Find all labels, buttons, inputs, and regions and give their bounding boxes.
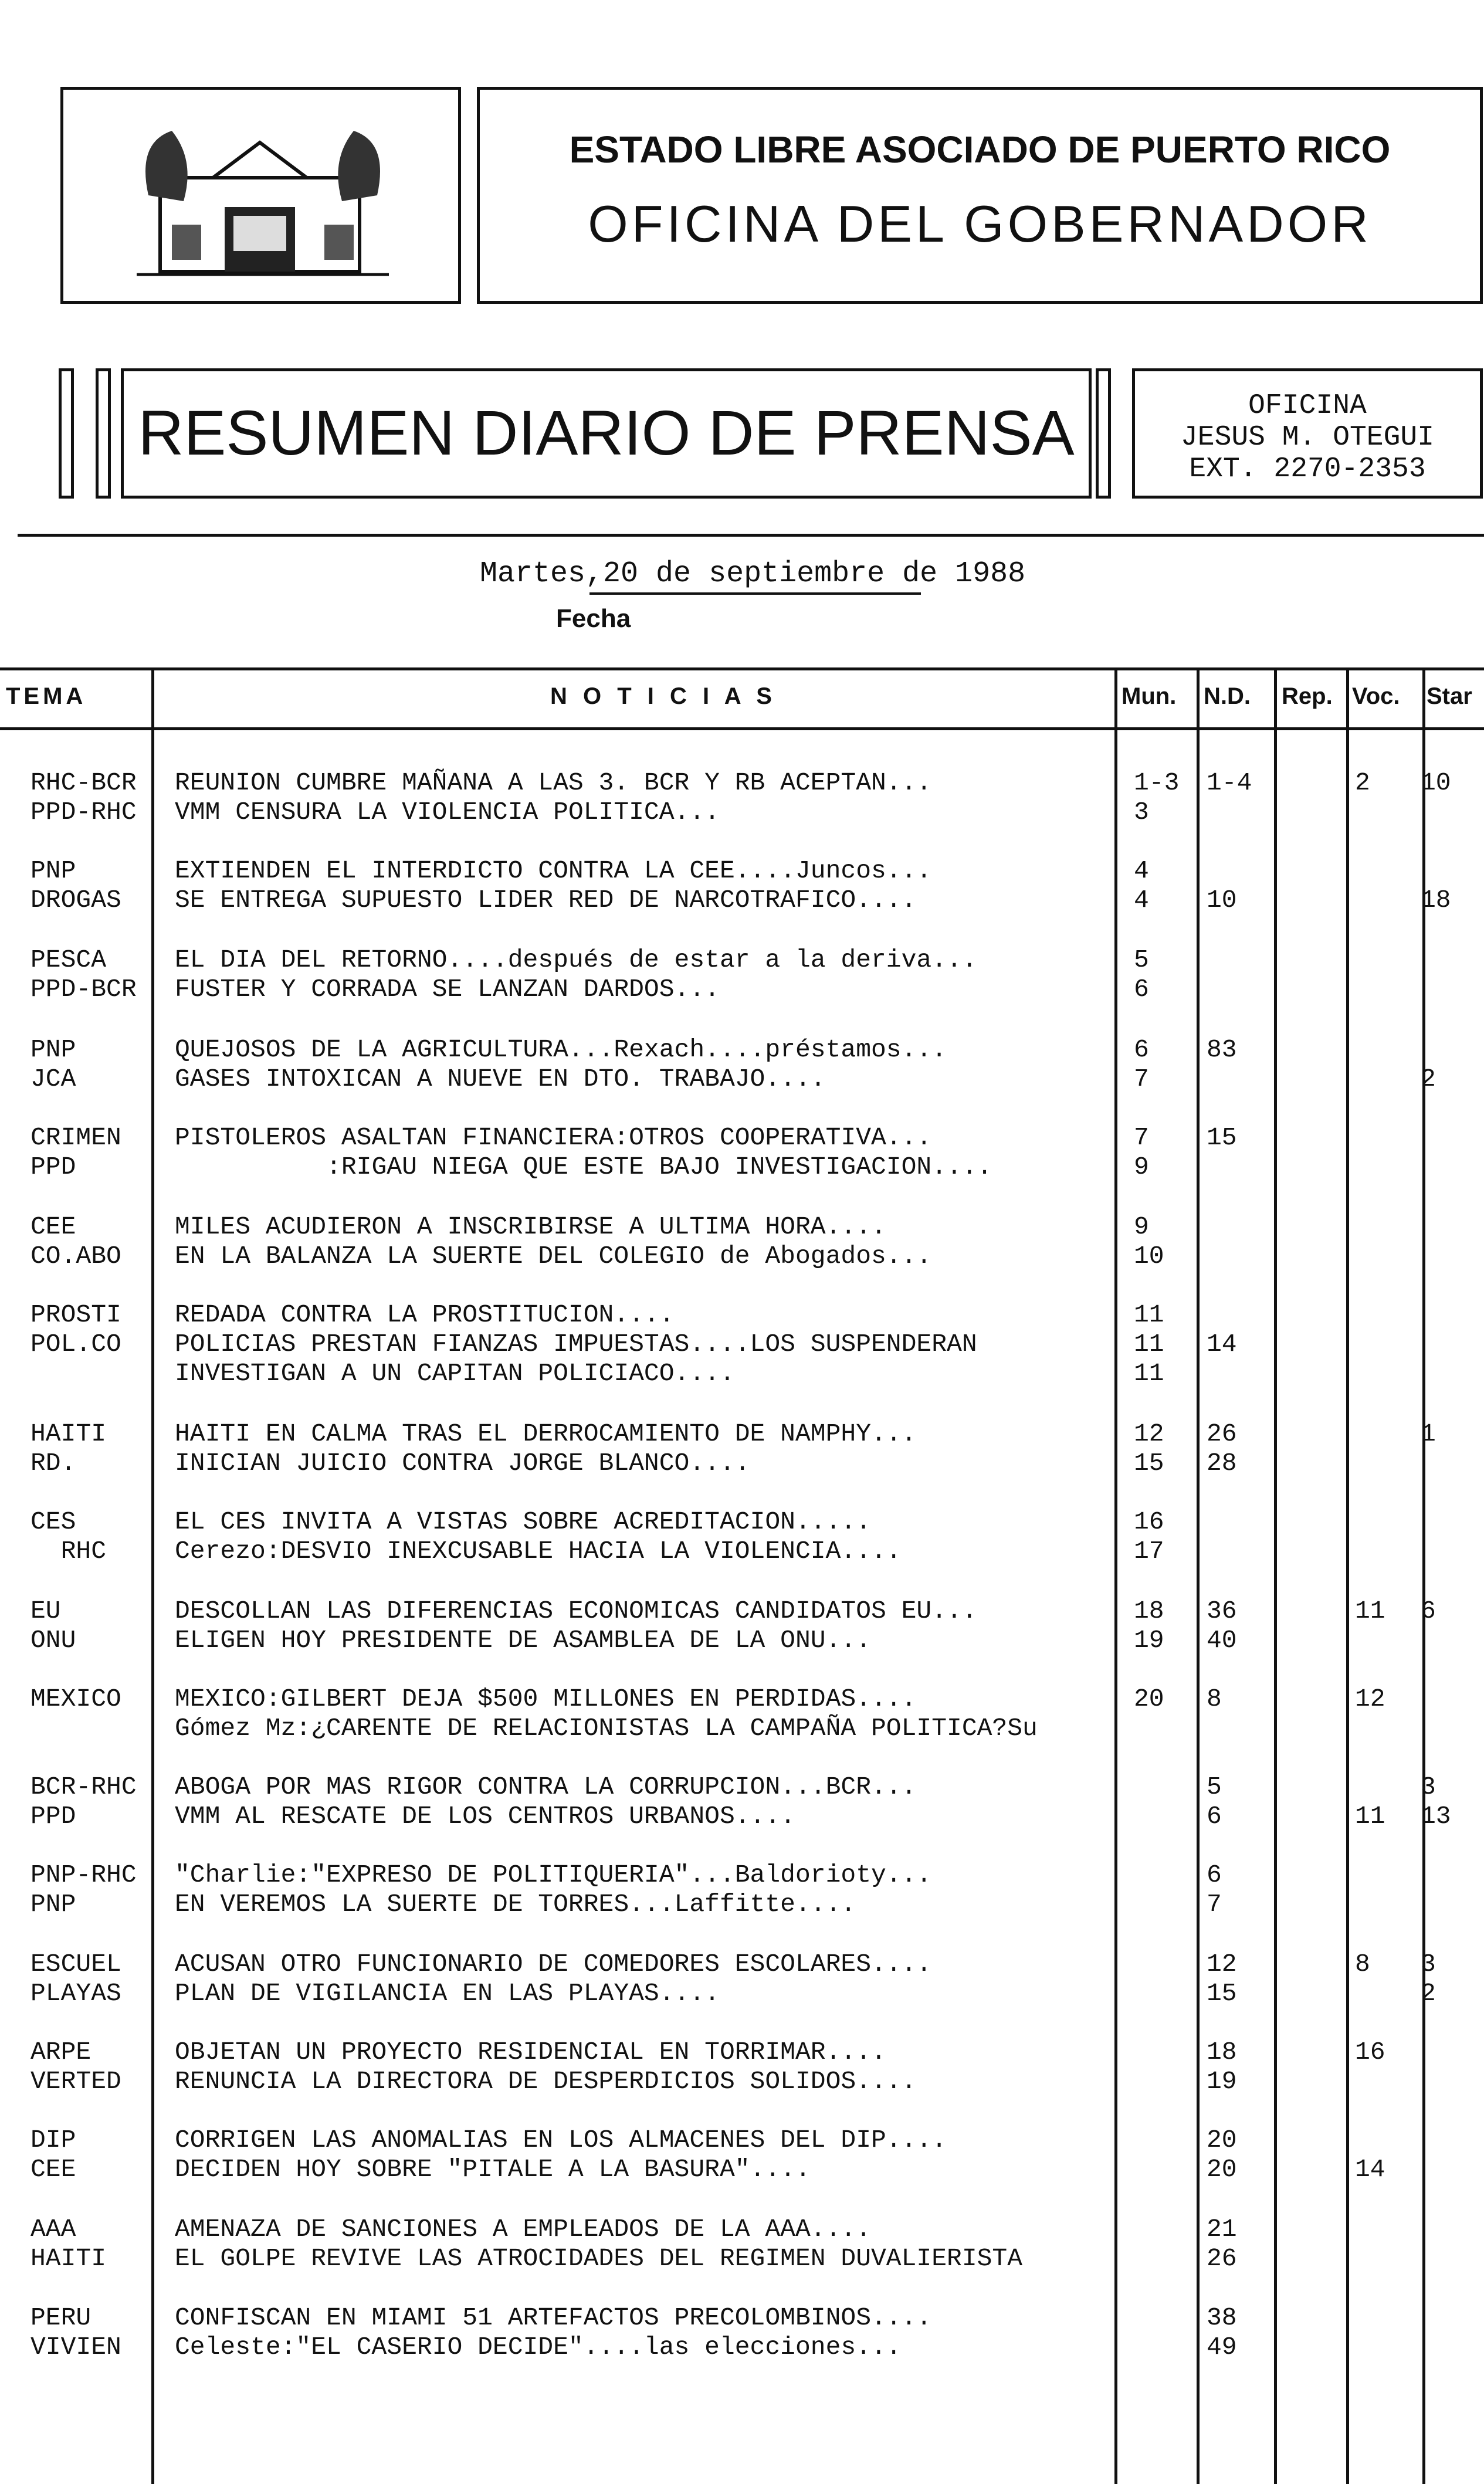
row-tema: PPD-BCR: [31, 975, 137, 1004]
row-mun: 17: [1134, 1537, 1164, 1565]
row-headline: DESCOLLAN LAS DIFERENCIAS ECONOMICAS CANDIDATOS EU...: [175, 1597, 977, 1625]
row-tema: CEE: [31, 1212, 76, 1241]
row-tema: JCA: [31, 1065, 76, 1093]
table-row: [0, 1950, 1484, 1979]
row-tema: PPD: [31, 1802, 76, 1831]
row-headline: EL GOLPE REVIVE LAS ATROCIDADES DEL REGIMEN DUVALIERISTA: [175, 2244, 1023, 2273]
divider-voc: [1346, 670, 1349, 2484]
row-mun: 11: [1134, 1359, 1164, 1388]
row-mun: 20: [1134, 1685, 1164, 1713]
row-tema: CES: [31, 1507, 76, 1536]
logo-box: [60, 87, 461, 304]
table-row: [0, 1300, 1484, 1330]
table-row: [0, 1242, 1484, 1271]
table-row: [0, 1419, 1484, 1449]
row-tema: PNP: [31, 1890, 76, 1919]
row-headline: POLICIAS PRESTAN FIANZAS IMPUESTAS....LOS SUSPENDERAN: [175, 1330, 977, 1358]
table-row: [0, 1979, 1484, 2008]
banner-left-bar-1: [59, 368, 74, 499]
row-tema: VERTED: [31, 2067, 121, 2096]
table-row: [0, 1890, 1484, 1919]
date-label: Fecha: [556, 604, 631, 633]
row-headline: EL DIA DEL RETORNO....después de estar a la deriva...: [175, 946, 977, 974]
table-row: [0, 1330, 1484, 1359]
row-nd: 19: [1207, 2067, 1237, 2096]
header-line-1: ESTADO LIBRE ASOCIADO DE PUERTO RICO: [569, 128, 1391, 171]
row-voc: 8: [1355, 1950, 1370, 1978]
row-tema: CRIMEN: [31, 1123, 121, 1152]
row-headline: QUEJOSOS DE LA AGRICULTURA...Rexach....préstamos...: [175, 1035, 947, 1064]
row-tema: PPD: [31, 1153, 76, 1181]
row-tema: HAITI: [31, 1419, 107, 1448]
table-row: [0, 1685, 1484, 1714]
row-nd: 12: [1207, 1950, 1237, 1978]
row-tema: PLAYAS: [31, 1979, 121, 2008]
divider-nd: [1197, 670, 1200, 2484]
row-nd: 15: [1207, 1979, 1237, 2008]
row-mun: 6: [1134, 975, 1149, 1004]
row-nd: 18: [1207, 2038, 1237, 2066]
row-nd: 26: [1207, 1419, 1237, 1448]
row-star: 1: [1421, 1419, 1436, 1448]
row-nd: 5: [1207, 1773, 1222, 1801]
row-headline: MEXICO:GILBERT DEJA $500 MILLONES EN PERDIDAS....: [175, 1685, 917, 1713]
table-row: [0, 1773, 1484, 1802]
row-headline: SE ENTREGA SUPUESTO LIDER RED DE NARCOTRAFICO....: [175, 886, 917, 914]
row-tema: RHC: [31, 1537, 107, 1565]
table-row: [0, 2215, 1484, 2244]
table-row: [0, 798, 1484, 827]
table-header-rule: [0, 727, 1484, 730]
row-voc: 16: [1355, 2038, 1385, 2066]
row-tema: RHC-BCR: [31, 768, 137, 797]
table-row: [0, 1212, 1484, 1242]
row-tema: PROSTI: [31, 1300, 121, 1329]
table-row: [0, 946, 1484, 975]
row-star: 2: [1421, 1065, 1436, 1093]
row-tema: POL.CO: [31, 1330, 121, 1358]
row-mun: 11: [1134, 1300, 1164, 1329]
table-row: [0, 1507, 1484, 1537]
table-row: [0, 1123, 1484, 1153]
row-nd: 7: [1207, 1890, 1222, 1919]
row-star: 18: [1421, 886, 1451, 914]
table-row: [0, 2244, 1484, 2273]
row-star: 6: [1421, 1597, 1436, 1625]
row-nd: 28: [1207, 1449, 1237, 1477]
banner-box: [121, 368, 1092, 499]
row-mun: 9: [1134, 1153, 1149, 1181]
table-row: [0, 1597, 1484, 1626]
row-nd: 49: [1207, 2333, 1237, 2361]
row-mun: 10: [1134, 1242, 1164, 1270]
date-value: Martes,20 de septiembre de 1988: [480, 557, 1026, 591]
row-nd: 38: [1207, 2303, 1237, 2332]
row-headline: CORRIGEN LAS ANOMALIAS EN LOS ALMACENES DEL DIP....: [175, 2126, 947, 2154]
row-mun: 1-3: [1134, 768, 1180, 797]
row-voc: 2: [1355, 768, 1370, 797]
table-row: [0, 1359, 1484, 1388]
row-tema: ONU: [31, 1626, 76, 1655]
table-row: [0, 975, 1484, 1004]
row-star: 13: [1421, 1802, 1451, 1831]
row-headline: EN VEREMOS LA SUERTE DE TORRES...Laffitte....: [175, 1890, 856, 1919]
row-nd: 14: [1207, 1330, 1237, 1358]
row-nd: 20: [1207, 2155, 1237, 2184]
banner-title: RESUMEN DIARIO DE PRENSA: [138, 397, 1075, 468]
table-row: [0, 886, 1484, 915]
table-row: [0, 1714, 1484, 1743]
header-star: Star: [1427, 683, 1472, 709]
row-headline: REDADA CONTRA LA PROSTITUCION....: [175, 1300, 675, 1329]
row-mun: 4: [1134, 886, 1149, 914]
row-voc: 11: [1355, 1597, 1385, 1625]
row-headline: EN LA BALANZA LA SUERTE DEL COLEGIO de Abogados...: [175, 1242, 932, 1270]
row-nd: 15: [1207, 1123, 1237, 1152]
divider-mun: [1114, 670, 1117, 2484]
header-voc: Voc.: [1352, 683, 1400, 709]
header-nd: N.D.: [1204, 683, 1251, 709]
row-headline: DECIDEN HOY SOBRE "PITALE A LA BASURA"....: [175, 2155, 811, 2184]
row-tema: MEXICO: [31, 1685, 121, 1713]
row-nd: 1-4: [1207, 768, 1252, 797]
row-star: 3: [1421, 1773, 1436, 1801]
row-headline: EXTIENDEN EL INTERDICTO CONTRA LA CEE....Juncos...: [175, 856, 932, 885]
row-mun: 6: [1134, 1035, 1149, 1064]
row-tema: BCR-RHC: [31, 1773, 137, 1801]
table-row: [0, 1537, 1484, 1566]
row-headline: ELIGEN HOY PRESIDENTE DE ASAMBLEA DE LA ONU...: [175, 1626, 871, 1655]
row-tema: PPD-RHC: [31, 798, 137, 826]
row-nd: 36: [1207, 1597, 1237, 1625]
table-row: [0, 2038, 1484, 2067]
divider-rep: [1274, 670, 1277, 2484]
row-tema: PNP: [31, 856, 76, 885]
table-row: [0, 856, 1484, 886]
date-underline: [589, 592, 921, 595]
table-top-rule: [0, 667, 1484, 670]
row-star: 3: [1421, 1950, 1436, 1978]
row-tema: ARPE: [31, 2038, 92, 2066]
row-headline: PISTOLEROS ASALTAN FINANCIERA:OTROS COOPERATIVA...: [175, 1123, 932, 1152]
row-tema: PNP-RHC: [31, 1861, 137, 1889]
row-tema: AAA: [31, 2215, 76, 2244]
row-mun: 9: [1134, 1212, 1149, 1241]
row-headline: :RIGAU NIEGA QUE ESTE BAJO INVESTIGACION....: [175, 1153, 992, 1181]
row-mun: 12: [1134, 1419, 1164, 1448]
separator-line: [18, 534, 1484, 537]
row-mun: 7: [1134, 1065, 1149, 1093]
row-nd: 20: [1207, 2126, 1237, 2154]
row-mun: 4: [1134, 856, 1149, 885]
row-headline: ABOGA POR MAS RIGOR CONTRA LA CORRUPCION...BCR...: [175, 1773, 917, 1801]
row-nd: 21: [1207, 2215, 1237, 2244]
table-row: [0, 1802, 1484, 1831]
banner-right-bar: [1096, 368, 1111, 499]
row-headline: GASES INTOXICAN A NUEVE EN DTO. TRABAJO....: [175, 1065, 826, 1093]
banner-left-bar-2: [96, 368, 111, 499]
table-row: [0, 1065, 1484, 1094]
row-headline: MILES ACUDIERON A INSCRIBIRSE A ULTIMA HORA....: [175, 1212, 886, 1241]
row-mun: 15: [1134, 1449, 1164, 1477]
table-row: [0, 2303, 1484, 2333]
row-voc: 12: [1355, 1685, 1385, 1713]
row-mun: 18: [1134, 1597, 1164, 1625]
row-voc: 11: [1355, 1802, 1385, 1831]
row-headline: INVESTIGAN A UN CAPITAN POLICIACO....: [175, 1359, 735, 1388]
row-tema: CO.ABO: [31, 1242, 121, 1270]
table-row: [0, 1449, 1484, 1478]
row-headline: "Charlie:"EXPRESO DE POLITIQUERIA"...Baldorioty...: [175, 1861, 932, 1889]
contact-box: [1132, 368, 1483, 499]
row-headline: Gómez Mz:¿CARENTE DE RELACIONISTAS LA CAMPAÑA POLITICA?Su: [175, 1714, 1038, 1743]
header-line-2: OFICINA DEL GOBERNADOR: [588, 195, 1372, 253]
row-mun: 19: [1134, 1626, 1164, 1655]
table-row: [0, 2333, 1484, 2362]
row-nd: 26: [1207, 2244, 1237, 2273]
row-headline: Celeste:"EL CASERIO DECIDE"....las elecciones...: [175, 2333, 902, 2361]
row-headline: FUSTER Y CORRADA SE LANZAN DARDOS...: [175, 975, 720, 1004]
row-tema: PNP: [31, 1035, 76, 1064]
row-headline: ACUSAN OTRO FUNCIONARIO DE COMEDORES ESCOLARES....: [175, 1950, 932, 1978]
row-voc: 14: [1355, 2155, 1385, 2184]
row-headline: HAITI EN CALMA TRAS EL DERROCAMIENTO DE NAMPHY...: [175, 1419, 917, 1448]
contact-line-1: OFICINA: [1248, 390, 1367, 422]
header-mun: Mun.: [1122, 683, 1177, 709]
table-row: [0, 2155, 1484, 2184]
row-mun: 7: [1134, 1123, 1149, 1152]
row-mun: 11: [1134, 1330, 1164, 1358]
row-headline: EL CES INVITA A VISTAS SOBRE ACREDITACION.....: [175, 1507, 871, 1536]
row-nd: 40: [1207, 1626, 1237, 1655]
row-mun: 3: [1134, 798, 1149, 826]
row-tema: PESCA: [31, 946, 107, 974]
row-nd: 8: [1207, 1685, 1222, 1713]
row-tema: ESCUEL: [31, 1950, 121, 1978]
table-row: [0, 1153, 1484, 1182]
row-mun: 5: [1134, 946, 1149, 974]
row-nd: 6: [1207, 1802, 1222, 1831]
row-mun: 16: [1134, 1507, 1164, 1536]
divider-tema: [151, 670, 154, 2484]
table-row: [0, 1035, 1484, 1065]
row-star: 10: [1421, 768, 1451, 797]
row-star: 2: [1421, 1979, 1436, 2008]
table-row: [0, 2126, 1484, 2155]
header-noticias: N O T I C I A S: [550, 683, 777, 709]
row-tema: DROGAS: [31, 886, 121, 914]
row-headline: VMM AL RESCATE DE LOS CENTROS URBANOS....: [175, 1802, 795, 1831]
building-illustration-icon: [125, 107, 401, 283]
row-nd: 6: [1207, 1861, 1222, 1889]
row-headline: RENUNCIA LA DIRECTORA DE DESPERDICIOS SOLIDOS....: [175, 2067, 917, 2096]
row-tema: HAITI: [31, 2244, 107, 2273]
row-nd: 83: [1207, 1035, 1237, 1064]
header-rep: Rep.: [1282, 683, 1333, 709]
row-tema: PERU: [31, 2303, 92, 2332]
row-headline: OBJETAN UN PROYECTO RESIDENCIAL EN TORRIMAR....: [175, 2038, 886, 2066]
header-tema: TEMA: [6, 683, 87, 709]
table-row: [0, 2067, 1484, 2096]
row-headline: CONFISCAN EN MIAMI 51 ARTEFACTOS PRECOLOMBINOS....: [175, 2303, 932, 2332]
contact-line-2: JESUS M. OTEGUI: [1180, 422, 1435, 453]
row-nd: 10: [1207, 886, 1237, 914]
contact-line-3: EXT. 2270-2353: [1189, 453, 1426, 485]
row-headline: AMENAZA DE SANCIONES A EMPLEADOS DE LA AAA....: [175, 2215, 871, 2244]
table-row: [0, 768, 1484, 798]
row-headline: INICIAN JUICIO CONTRA JORGE BLANCO....: [175, 1449, 750, 1477]
row-tema: EU: [31, 1597, 61, 1625]
table-row: [0, 1861, 1484, 1890]
row-headline: VMM CENSURA LA VIOLENCIA POLITICA...: [175, 798, 720, 826]
row-headline: REUNION CUMBRE MAÑANA A LAS 3. BCR Y RB ACEPTAN...: [175, 768, 932, 797]
table-row: [0, 1626, 1484, 1655]
office-header-box: [477, 87, 1483, 304]
row-tema: CEE: [31, 2155, 76, 2184]
row-headline: PLAN DE VIGILANCIA EN LAS PLAYAS....: [175, 1979, 720, 2008]
row-tema: DIP: [31, 2126, 76, 2154]
row-tema: VIVIEN: [31, 2333, 121, 2361]
row-tema: RD.: [31, 1449, 76, 1477]
divider-star: [1422, 670, 1425, 2484]
row-headline: Cerezo:DESVIO INEXCUSABLE HACIA LA VIOLENCIA....: [175, 1537, 902, 1565]
